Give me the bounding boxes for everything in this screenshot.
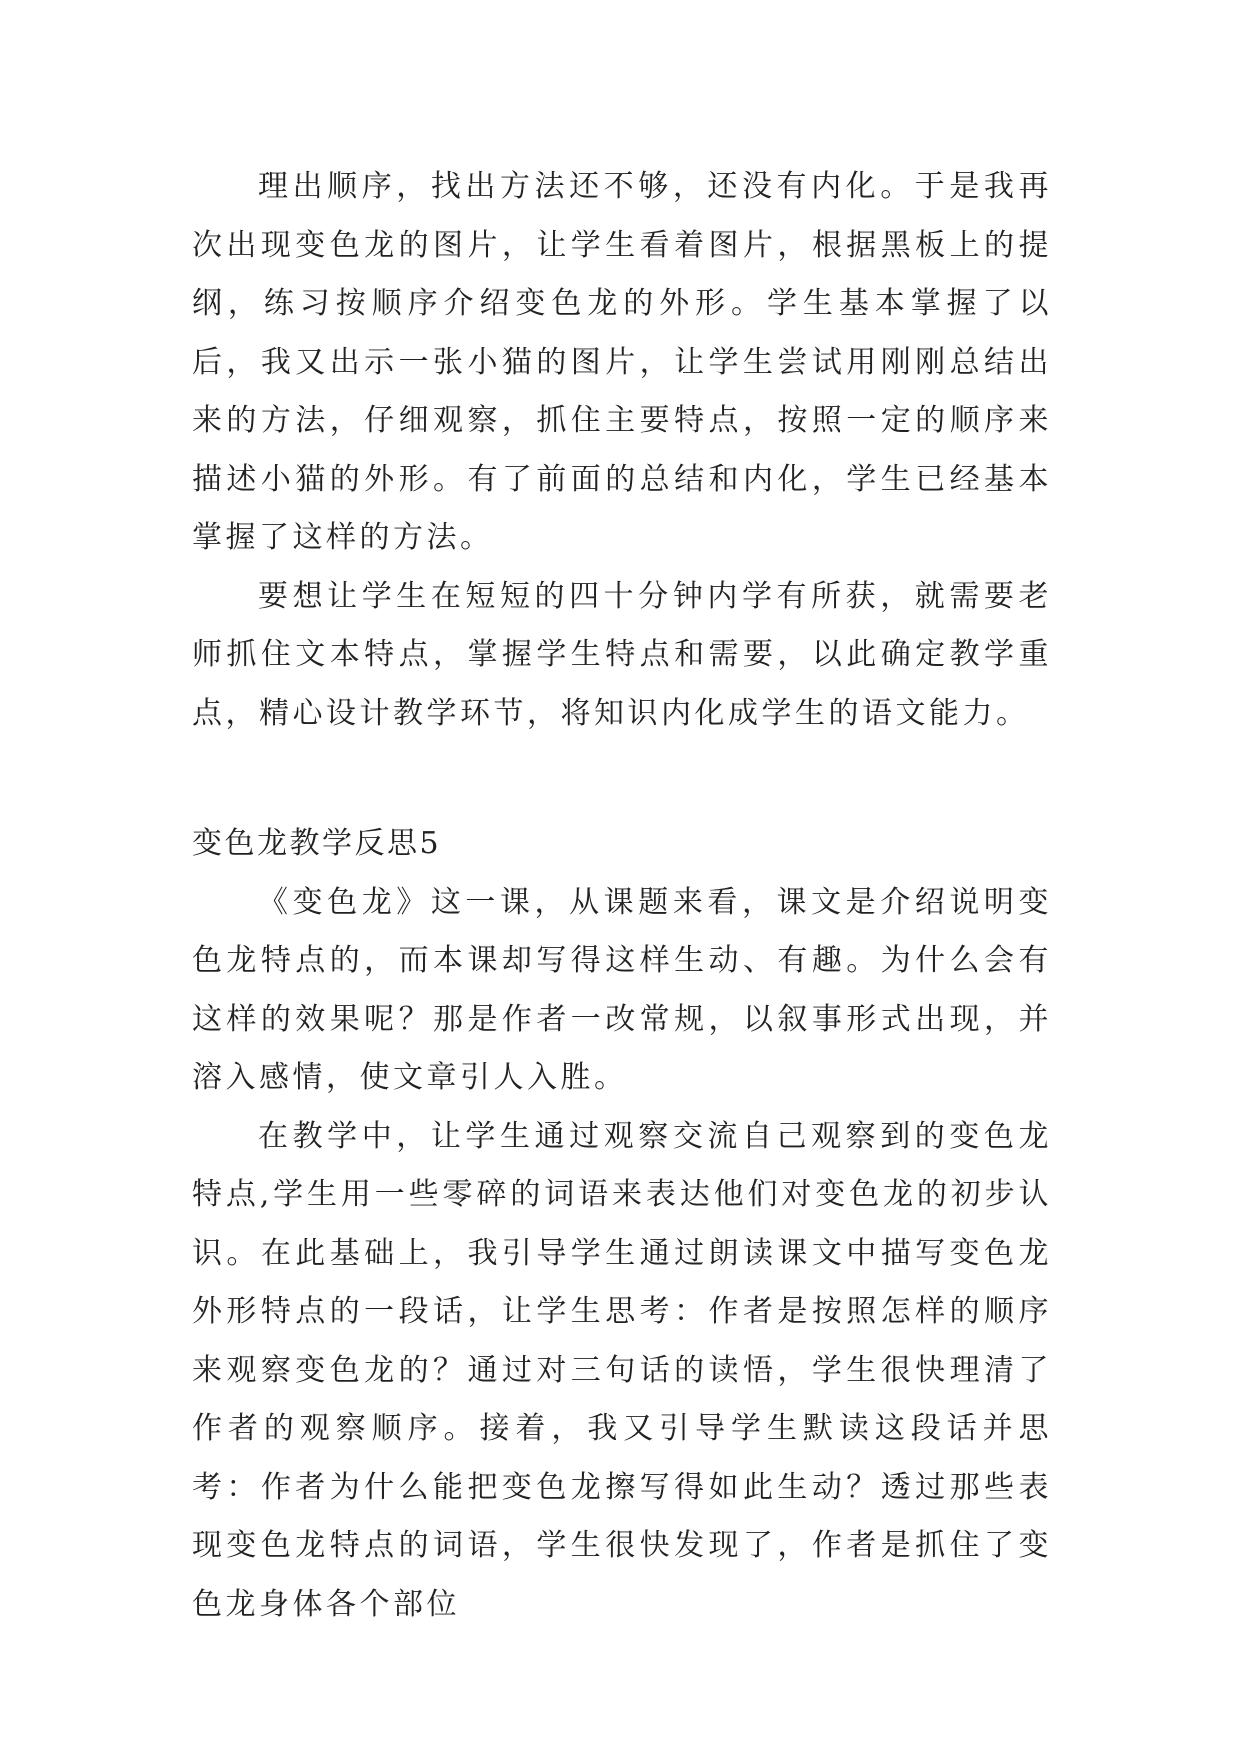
section-heading: 变色龙教学反思5	[192, 826, 442, 861]
paragraph-order-method: 理出顺序，找出方法还不够，还没有内化。于是我再次出现变色龙的图片，让学生看着图片，根据黑板上的提纲，练习按顺序介绍变色龙的外形。学生基本掌握了以后，我又出示一张小猫的图片，让学生尝试用刚刚总结出来的方法，仔细观察，抓住主要特点，按照一定的顺序来描述小猫的外形。有了前面的总结和内化，学生已经基本掌握了这样的方法。	[192, 169, 1052, 555]
paragraph-teaching-process: 在教学中，让学生通过观察交流自己观察到的变色龙特点,学生用一些零碎的词语来表达他们对变色龙的初步认识。在此基础上，我引导学生通过朗读课文中描写变色龙外形特点的一段话，让学生思考：作者是按照怎样的顺序来观察变色龙的？通过对三句话的读悟，学生很快理清了作者的观察顺序。接着，我又引导学生默读这段话并思考：作者为什么能把变色龙擦写得如此生动？透过那些表现变色龙特点的词语，学生很快发现了，作者是抓住了变色龙身体各个部位	[192, 1118, 1052, 1622]
paragraph-forty-minutes: 要想让学生在短短的四十分钟内学有所获，就需要老师抓住文本特点，掌握学生特点和需要，以此确定教学重点，精心设计教学环节，将知识内化成学生的语文能力。	[192, 578, 1052, 731]
paragraph-lesson-intro: 《变色龙》这一课，从课题来看，课文是介绍说明变色龙特点的，而本课却写得这样生动、有趣。为什么会有这样的效果呢？那是作者一改常规，以叙事形式出现，并溶入感情，使文章引人入胜。	[192, 884, 1052, 1095]
document-body	[192, 158, 1052, 1634]
